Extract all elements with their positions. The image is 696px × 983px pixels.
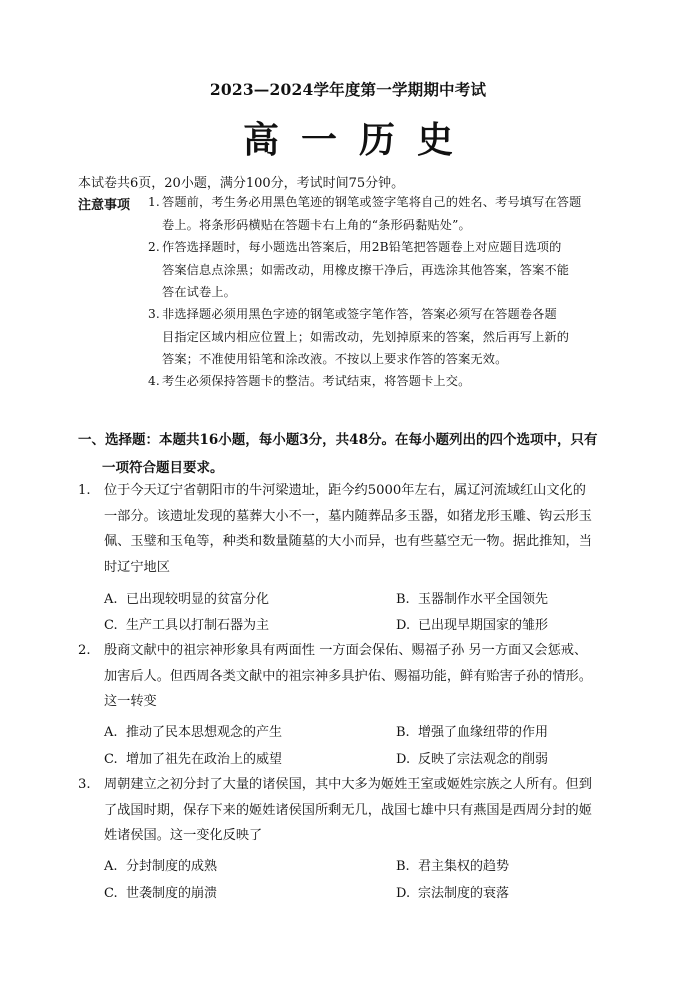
option-text: 已出现早期国家的雏形 bbox=[418, 618, 549, 633]
section-line: 一项符合题目要求。 bbox=[102, 460, 224, 476]
option-text: 世袭制度的崩溃 bbox=[126, 886, 218, 901]
note-line: 目指定区域内相应位置上；如需改动，先划掉原来的答案，然后再写上新的 bbox=[162, 329, 570, 344]
option-letter: D. bbox=[396, 618, 411, 633]
exam-title: 高一历史 bbox=[242, 119, 475, 161]
question-number: 1. bbox=[78, 483, 91, 498]
note-line: 答案；不准使用铅笔和涂改液。不按以上要求作答的答案无效。 bbox=[162, 352, 508, 366]
note-2 bbox=[148, 236, 623, 304]
option-text: 增强了血缘纽带的作用 bbox=[418, 725, 549, 740]
question-line: 了战国时期，保存下来的姬姓诸侯国所剩无几，战国七雄中只有燕国是西周分封的姬 bbox=[104, 802, 592, 818]
note-line: 卷上。将条形码横贴在答题卡右上角的“条形码黏贴处”。 bbox=[162, 217, 471, 232]
option-letter: A. bbox=[104, 859, 118, 874]
question-line: 一部分。该遗址发现的墓葬大小不一，墓内随葬品多玉器，如猪龙形玉雕、钩云形玉 bbox=[104, 508, 592, 524]
option-a[interactable] bbox=[104, 721, 282, 740]
note-number: 2. bbox=[148, 240, 160, 254]
question-line: 加害后人。但西周各类文献中的祖宗神多具护佑、赐福功能，鲜有贻害子孙的情形。 bbox=[104, 668, 592, 684]
option-b[interactable] bbox=[396, 855, 509, 874]
note-4 bbox=[148, 370, 623, 393]
question-line: 殷商文献中的祖宗神形象具有两面性 一方面会保佑、赐福子孙 另一方面又会惩戒、 bbox=[104, 643, 588, 658]
option-letter: D. bbox=[396, 886, 411, 901]
question-3 bbox=[78, 772, 623, 849]
option-text: 已出现较明显的贫富分化 bbox=[126, 592, 270, 607]
question-line: 这一转变 bbox=[104, 694, 157, 710]
note-line: 答题前，考生务必用黑色笔迹的钢笔或签字笔将自己的姓名、考号填写在答题 bbox=[162, 195, 582, 209]
note-number: 1. bbox=[148, 195, 160, 209]
option-text: 生产工具以打制石器为主 bbox=[126, 618, 270, 633]
question-line: 佩、玉璧和玉龟等，种类和数量随墓的大小而异，也有些墓空无一物。据此推知，当 bbox=[104, 534, 592, 550]
note-line: 非选择题必须用黑色字迹的钢笔或签字笔作答，答案必须写在答题卷各题 bbox=[162, 307, 557, 321]
option-d[interactable] bbox=[396, 748, 548, 767]
option-text: 宗法制度的衰落 bbox=[418, 886, 510, 901]
question-number: 3. bbox=[78, 777, 91, 792]
option-b[interactable] bbox=[396, 588, 548, 607]
option-a[interactable] bbox=[104, 855, 217, 874]
option-letter: B. bbox=[396, 592, 410, 607]
option-text: 君主集权的趋势 bbox=[418, 859, 510, 874]
option-text: 增加了祖先在政治上的威望 bbox=[126, 752, 283, 767]
question-number: 2. bbox=[78, 643, 91, 658]
note-line: 答在试卷上。 bbox=[162, 285, 237, 299]
option-letter: C. bbox=[104, 752, 118, 767]
option-c[interactable] bbox=[104, 748, 282, 767]
option-letter: C. bbox=[104, 886, 118, 901]
question-1 bbox=[78, 478, 623, 580]
option-text: 玉器制作水平全国领先 bbox=[418, 592, 549, 607]
option-letter: A. bbox=[104, 592, 118, 607]
option-c[interactable] bbox=[104, 882, 217, 901]
note-line: 答案信息点涂黑；如需改动，用橡皮擦干净后，再选涂其他答案，答案不能 bbox=[162, 262, 570, 277]
option-letter: B. bbox=[396, 859, 410, 874]
question-line: 周朝建立之初分封了大量的诸侯国，其中大多为姬姓王室或姬姓宗族之人所有。但到 bbox=[104, 777, 592, 792]
note-line: 作答选择题时，每小题选出答案后，用2B铅笔把答题卷上对应题目选项的 bbox=[162, 240, 562, 254]
question-line: 位于今天辽宁省朝阳市的牛河梁遗址，距今约5000年左右，属辽河流域红山文化的 bbox=[104, 483, 586, 498]
option-a[interactable] bbox=[104, 588, 269, 607]
option-text: 分封制度的成熟 bbox=[126, 859, 218, 874]
option-b[interactable] bbox=[396, 721, 548, 740]
note-1 bbox=[148, 191, 623, 236]
section-heading bbox=[78, 426, 623, 482]
note-number: 3. bbox=[148, 307, 160, 321]
section-line: 一、选择题：本题共16小题，每小题3分，共48分。在每小题列出的四个选项中，只有 bbox=[78, 432, 598, 448]
question-2 bbox=[78, 638, 623, 715]
exam-info: 本试卷共6页，20小题，满分100分，考试时间75分钟。 bbox=[78, 176, 405, 191]
exam-subtitle: 2023—2024学年度第一学期期中考试 bbox=[209, 80, 487, 99]
option-letter: C. bbox=[104, 618, 118, 633]
notes-label: 注意事项 bbox=[78, 198, 131, 213]
option-d[interactable] bbox=[396, 882, 509, 901]
note-number: 4. bbox=[148, 374, 160, 388]
note-line: 考生必须保持答题卡的整洁。考试结束，将答题卡上交。 bbox=[162, 374, 471, 388]
option-text: 推动了民本思想观念的产生 bbox=[126, 725, 283, 740]
option-letter: B. bbox=[396, 725, 410, 740]
option-letter: A. bbox=[104, 725, 118, 740]
note-3 bbox=[148, 303, 623, 371]
option-d[interactable] bbox=[396, 614, 548, 633]
option-text: 反映了宗法观念的削弱 bbox=[418, 752, 549, 767]
option-letter: D. bbox=[396, 752, 411, 767]
question-line: 时辽宁地区 bbox=[104, 559, 170, 575]
option-c[interactable] bbox=[104, 614, 269, 633]
question-line: 姓诸侯国。这一变化反映了 bbox=[104, 828, 263, 844]
